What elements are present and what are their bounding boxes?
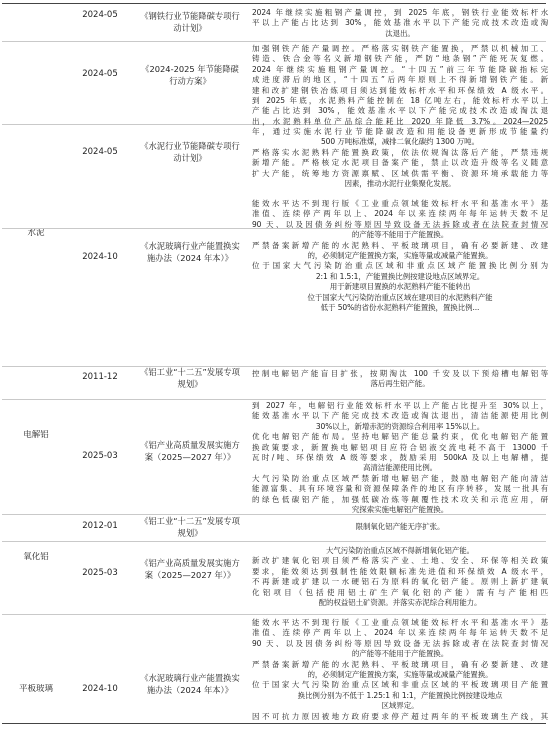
row-document: 《铝产业高质量发展实施方案（2025—2027 年）》 (140, 558, 240, 580)
row-date: 2011-12 (82, 372, 118, 382)
row-date: 2025-03 (82, 568, 118, 578)
content-line: 建和改扩建钢铁冶炼项目须达到能效标杆水平和环保绩效 A 级水平。 (252, 85, 548, 95)
row-document: 《水泥玻璃行业产能置换实施办法（2024 年本）》 (140, 673, 240, 695)
content-line: 2:1 和 1.5:1，产能置换比例按建设地点区域界定。 (315, 271, 485, 281)
row-date: 2024-05 (82, 69, 118, 79)
content-line: 因不可抗力原因被地方政府要求停产超过两年的平板玻璃生产线，其 (252, 711, 548, 721)
row-document: 《水泥玻璃行业产能置换实施办法（2024 年本）》 (140, 241, 240, 263)
content-line: 平以上产能占比达到 30%，能效基准水平以下产能完成技术改造或淘 (252, 18, 548, 28)
row-date: 2024-10 (82, 252, 118, 262)
row-date: 2025-03 (82, 451, 118, 461)
content-line: 高清洁能源使用比例。 (363, 463, 437, 473)
row-document: 《铝工业“十二五”发展专项规划》 (140, 516, 240, 538)
content-line: 的，必须制定产能置换方案，实施等量或减量产能置换。 (307, 670, 493, 680)
content-line: 位于国家大气污染防治重点区域和非重点区域的平板玻璃项目产能置 (252, 680, 548, 690)
table-bottom-rule (2, 723, 546, 724)
row-date: 2024-05 (82, 147, 118, 157)
row-content (252, 401, 548, 515)
content-line: 的绿色低碳铝产能，加强低碳冶炼等颠覆性技术攻关和示范应用，研 (252, 494, 548, 504)
content-line: 换比例分别为不低于 1.25:1 和 1:1，产能置换比例按建设地点 (297, 690, 503, 700)
row-date: 2012-01 (82, 521, 118, 531)
content-line: 的产能等不能用于产能置换。 (351, 649, 449, 659)
category-cement: 水泥 (27, 228, 45, 238)
category-aluminum: 电解铝 (23, 430, 49, 440)
row-document: 《钢铁行业节能降碳专项行动计划》 (140, 11, 240, 33)
content-line: 铸造、铁合金等名义新增钢铁产能，严防“地条钢”产能死灰复燃。 (252, 54, 548, 64)
row-content (252, 618, 548, 722)
content-line: 严格落实水泥熟料产能置换政策，依法依规淘汰落后产能，严禁违规 (252, 147, 548, 157)
content-line: 因素，推动水泥行业集聚化发展。 (344, 179, 456, 189)
content-line: 严禁备案新增产能的水泥熟料、平板玻璃项目，确有必要新建、改建 (252, 659, 548, 669)
row-divider (2, 366, 546, 367)
content-line: 30%以上，新增赤泥的资源综合利用率 15%以上。 (315, 421, 485, 431)
content-line: 大气污染防治重点区域严禁新增电解铝产能，鼓励电解铝产能向清洁 (252, 473, 548, 483)
row-document: 《铝产业高质量发展实施方案（2025—2027 年）》 (140, 440, 240, 462)
content-line: 能效水平达不到现行版《工业重点领域能效标杆水平和基准水平》基 (252, 618, 548, 627)
content-line: 扩大产能，统筹地方资源禀赋、区域供需平衡、资源环境承载能力等 (252, 168, 548, 178)
row-content (252, 127, 548, 189)
content-line: 配的权益铝土矿资源。并落实赤泥综合利用能力。 (318, 598, 482, 608)
category-flat-glass: 平板玻璃 (18, 684, 53, 694)
content-line: 年，通过实施水泥行业节能降碳改造和用能设备更新形成节能量约 (252, 127, 548, 136)
content-line: 准值、连续停产两年以上、2024 年以来连续两年每年运转天数不足 (252, 628, 548, 638)
content-line: 的产能等不能用于产能置换。 (351, 230, 449, 240)
content-line: 汰退出。 (385, 28, 415, 38)
row-content (252, 369, 548, 390)
row-divider (2, 614, 546, 615)
content-line: 的，必须制定产能置换方案，实施等量或减量产能置换。 (307, 251, 493, 261)
content-line: 位于国家大气污染防治重点区域在建项目的水泥熟料产能 (307, 292, 493, 302)
content-line: 位于国家大气污染防治重点区域和非重点区域产能置换比例分别为 (252, 261, 548, 271)
content-line: 准值、连续停产两年以上、2024 年以来连续两年每年运转天数不足 (252, 209, 548, 219)
row-divider (2, 41, 546, 42)
content-line: 到 2027 年，电解铝行业能效标杆水平以上产能占比提升至 30%以上， (252, 401, 548, 410)
content-line: 90 天、以及因债务纠纷等原因导致设备无法拆除或者在法院查封情况 (252, 219, 548, 229)
content-line: 能源富集、具有环境容量和资源保障条件的地区有序转移，发展一批具有 (252, 484, 548, 494)
row-document: 《水泥行业节能降碳专项行动计划》 (140, 141, 240, 163)
content-line: 2024 年继续实施粗钢产量调控，到 2025 年底，钢铁行业能效标杆水 (252, 8, 548, 17)
content-line: 究探索实施电解铝产能置换。 (351, 505, 449, 515)
row-content (252, 522, 548, 532)
content-line: 瓦时/吨、环保绩效 A 级等要求，鼓励采用 500kA 及以上电解槽，提 (252, 453, 548, 463)
row-content (252, 44, 548, 127)
row-date: 2024-05 (82, 10, 118, 20)
content-line: 区域界定。 (381, 701, 419, 711)
table-top-rule (2, 3, 546, 4)
content-line: 能效基准水平以下产能完成技术改造或淘汰退出，清洁能源使用比例 (252, 411, 548, 421)
row-divider (2, 399, 546, 400)
row-date: 2024-10 (82, 684, 118, 694)
content-line: 90 天、以及因债务纠纷等原因导致设备无法拆除或者在法院查封情况 (252, 638, 548, 648)
content-line: 到 2025 年底，水泥熟料产能控制在 18 亿吨左右，能效标杆水平以上 (252, 96, 548, 106)
content-line: 出，水泥熟料单位产品综合能耗比 2020 年降低 3.7%。2024—2025 (252, 116, 548, 126)
row-divider (2, 541, 546, 542)
row-content (252, 546, 548, 608)
content-line: 落后再生铝产能。 (370, 379, 430, 389)
content-line: 低于 50%的省份水泥熟料产能置换，置换比例... (320, 303, 480, 313)
content-line: 新增产能。严格核定水泥项目备案产能，禁止以改造升级等名义随意 (252, 158, 548, 168)
content-line: 优化电解铝产能布局。坚持电解铝产能总量约束，优化电解铝产能置 (252, 432, 548, 442)
content-line: 能效水平达不到现行版《工业重点领域能效标杆水平和基准水平》基 (252, 199, 548, 208)
content-line: 产能占比达到 30%，能效基准水平以下产能完成技术改造或淘汰退 (252, 106, 548, 116)
row-content (252, 199, 548, 313)
content-line: 要求，能效须达到强制性能效限额标准先进值和环保绩效 A 级水平， (252, 566, 548, 576)
content-line: 严禁备案新增产能的水泥熟料、平板玻璃项目，确有必要新建、改建 (252, 240, 548, 250)
content-line: 用于新建项目置换的水泥熟料产能不能转出 (329, 282, 471, 292)
row-document: 《2024-2025 年节能降碳行动方案》 (141, 64, 239, 86)
content-line: 加强钢铁产能产量调控。严格落实钢铁产能置换，严禁以机械加工、 (252, 44, 548, 53)
row-document: 《铝工业“十二五”发展专项规划》 (140, 367, 240, 389)
content-line: 控制电解铝产能盲目扩张，按期淘汰 100 千安及以下预焙槽电解铝等 (252, 369, 548, 378)
content-line: 大气污染防治重点区域不得新增氧化铝产能。 (326, 546, 474, 555)
content-line: 2024 年继续实施粗钢产量调控。“十四五”前三年节能降碳指标完 (252, 64, 548, 74)
row-content (252, 8, 548, 39)
category-alumina: 氧化铝 (23, 552, 49, 562)
content-line: 化铝项目（包括使用铝土矿生产氧化铝的产能）需有与产能相匹 (252, 587, 548, 597)
content-line: 限制氧化铝产能无序扩张。 (355, 522, 445, 531)
content-line: 成进度滞后的地区，“十四五”后两年原则上不得新增钢铁产能。新 (252, 75, 548, 85)
content-line: 新改扩建氧化铝项目须严格落实产业、土地、安全、环保等相关政策 (252, 556, 548, 566)
content-line: 换政策要求，新置换电解铝项目应符合铝液交流电耗不高于 13000 千 (252, 442, 548, 452)
content-line: 500 万吨标准煤，减排二氧化碳约 1300 万吨。 (321, 137, 479, 147)
content-line: 不再新建或扩建以一水硬铝石为原料的氧化铝产能。原则上新扩建氧 (252, 577, 548, 587)
